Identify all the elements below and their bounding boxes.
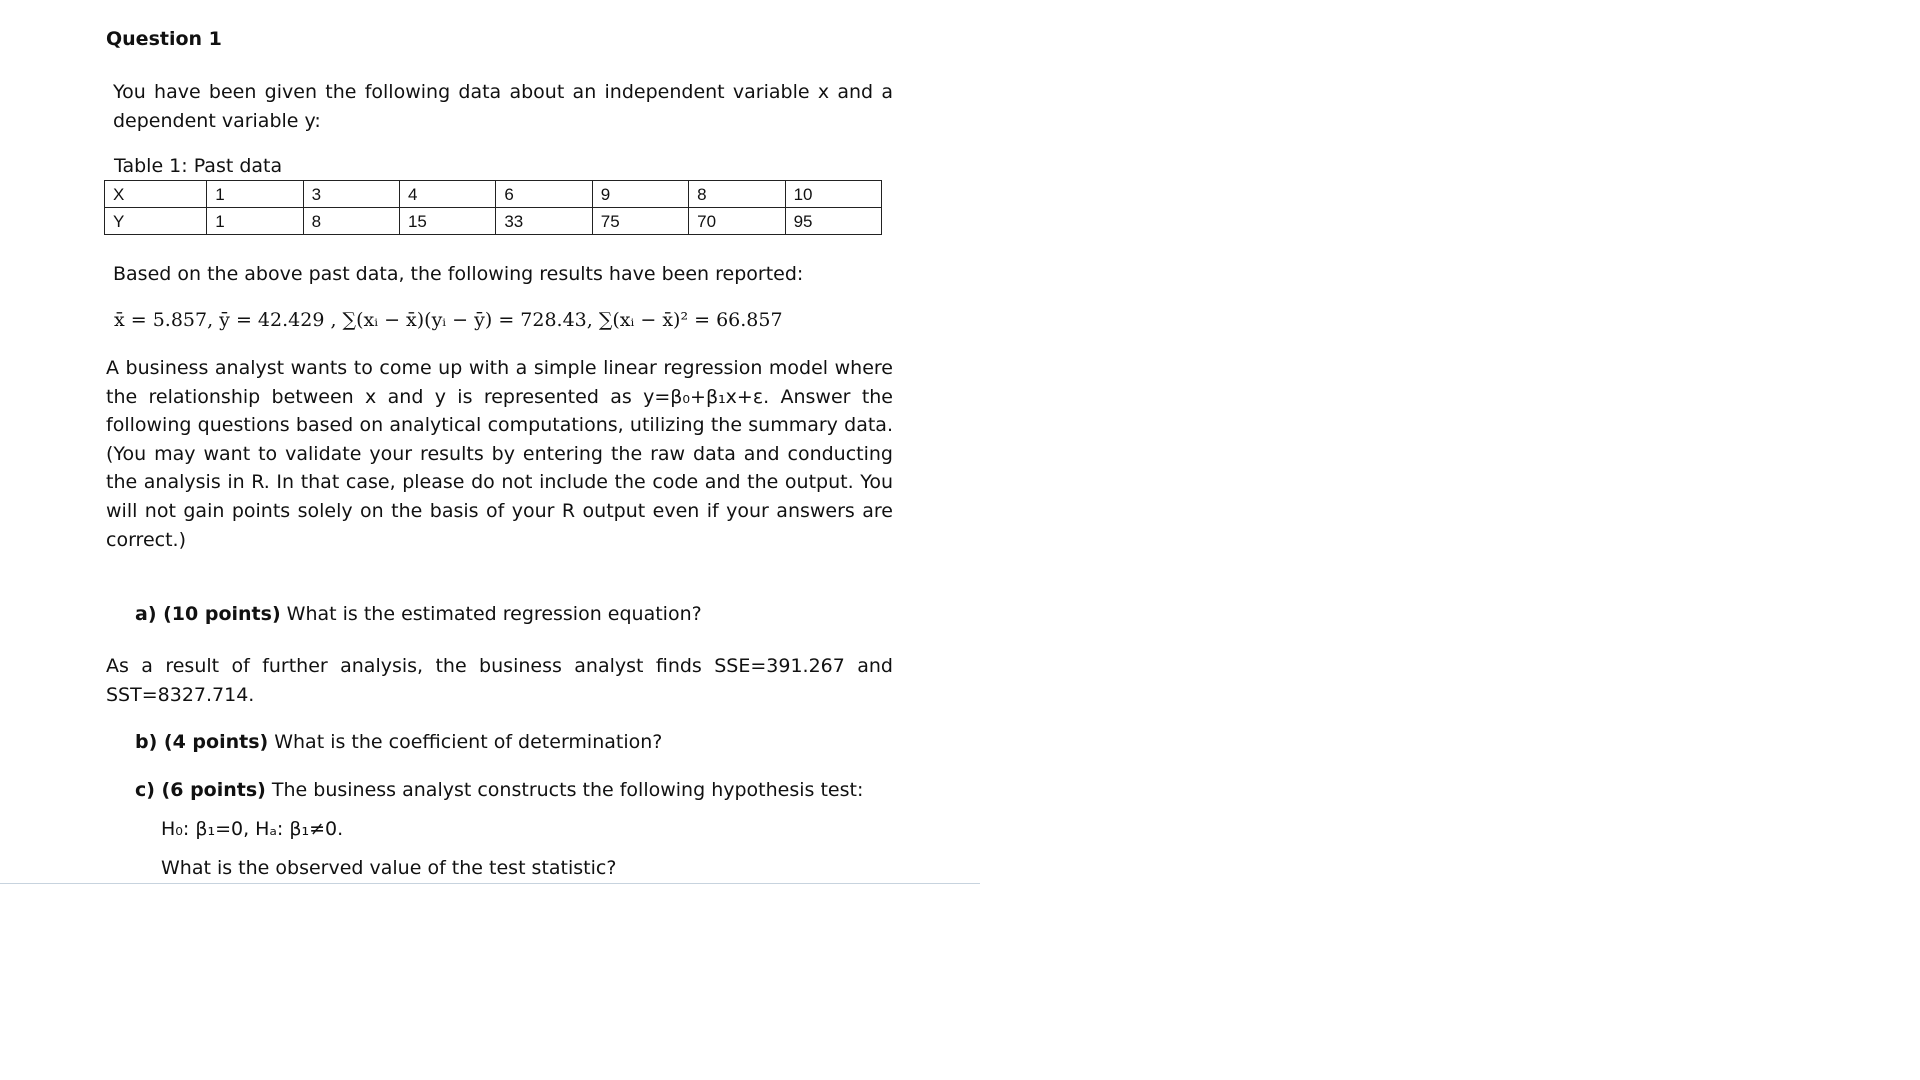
intro-paragraph: You have been given the following data about an independent variable x and a dependent variable y: bbox=[113, 81, 893, 132]
table-cell: 75 bbox=[592, 208, 688, 235]
hypothesis-statement: H₀: β₁=0, Hₐ: β₁≠0. bbox=[161, 818, 344, 840]
table-cell: 3 bbox=[303, 181, 399, 208]
table-cell: 1 bbox=[207, 181, 303, 208]
row-label-y: Y bbox=[105, 208, 207, 235]
table-cell: 6 bbox=[496, 181, 592, 208]
part-b-question bbox=[135, 731, 662, 753]
part-a-question bbox=[135, 603, 702, 625]
table-cell: 4 bbox=[399, 181, 495, 208]
part-b-text: What is the coefficient of determination? bbox=[268, 731, 663, 753]
table-cell: 8 bbox=[689, 181, 785, 208]
test-statistic-question: What is the observed value of the test statistic? bbox=[161, 857, 617, 879]
table-cell: 9 bbox=[592, 181, 688, 208]
table-cell: 70 bbox=[689, 208, 785, 235]
table-caption: Table 1: Past data bbox=[114, 155, 283, 177]
part-a-text: What is the estimated regression equation? bbox=[280, 603, 702, 625]
past-data-table bbox=[104, 180, 882, 235]
part-c-label: c) (6 points) bbox=[135, 779, 266, 801]
part-b-label: b) (4 points) bbox=[135, 731, 269, 753]
table-cell: 15 bbox=[399, 208, 495, 235]
further-analysis-paragraph: As a result of further analysis, the business analyst finds SSE=391.267 and SST=8327.714. bbox=[106, 655, 893, 706]
table-cell: 10 bbox=[785, 181, 881, 208]
analyst-paragraph: A business analyst wants to come up with a simple linear regression model where the relationship between x and y is represented as y=β₀+β₁x+ε. Answer the following questions based on analytical computations, utilizing the summary data. (You may want to validate your results by entering the raw data and conducting the analysis in R. In that case, please do not include the code and the output. You will not gain points solely on the basis of your R output even if your answers are correct.) bbox=[106, 357, 893, 551]
part-a-label: a) (10 points) bbox=[135, 603, 281, 625]
reported-results-text: Based on the above past data, the following results have been reported: bbox=[113, 263, 804, 285]
table-row-y bbox=[105, 208, 882, 235]
table-cell: 33 bbox=[496, 208, 592, 235]
table-cell: 8 bbox=[303, 208, 399, 235]
part-c-question bbox=[135, 779, 863, 801]
table-cell: 95 bbox=[785, 208, 881, 235]
table-row-x bbox=[105, 181, 882, 208]
question-title: Question 1 bbox=[106, 28, 222, 50]
part-c-text: The business analyst constructs the following hypothesis test: bbox=[265, 779, 864, 801]
table-cell: 1 bbox=[207, 208, 303, 235]
page-bottom-divider bbox=[0, 883, 980, 884]
summary-statistics-formula: x̄ = 5.857, ȳ = 42.429 , ∑(xᵢ − x̄)(yᵢ − ȳ) = 728.43, ∑(xᵢ − x̄)² = 66.857 bbox=[114, 309, 783, 331]
row-label-x: X bbox=[105, 181, 207, 208]
question-document bbox=[0, 0, 980, 888]
